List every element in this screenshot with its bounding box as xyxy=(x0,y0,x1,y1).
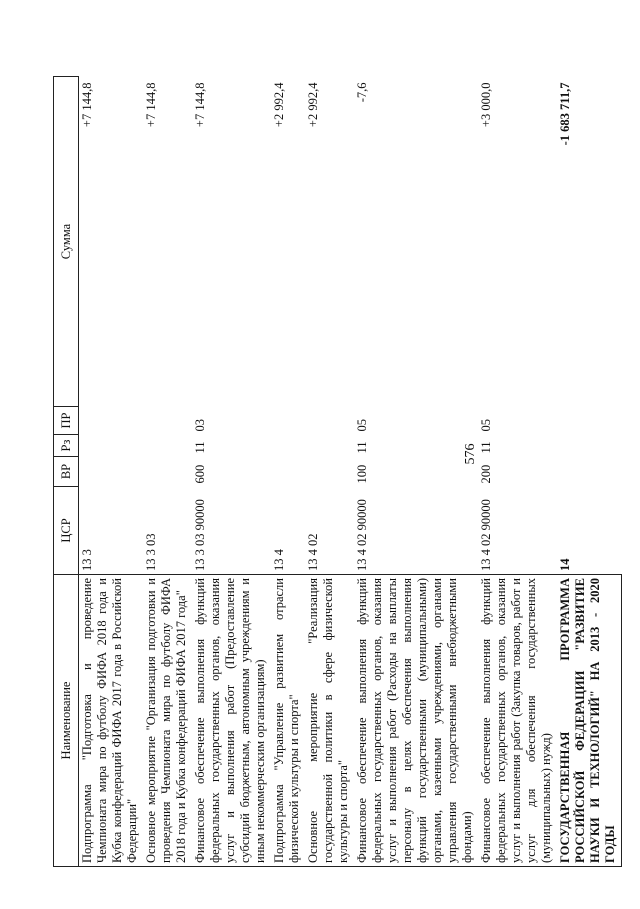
row-pr xyxy=(143,407,192,435)
table-header-row xyxy=(54,77,79,867)
row-sum: -7,6 xyxy=(355,82,369,103)
row-name: Основное мероприятие "Организация подготовки и проведения Чемпионата мира по футболу ФИФА 2018 года и Кубка конфедераций ФИФА 2017 года" xyxy=(143,575,192,867)
row-vr xyxy=(271,457,305,487)
row-rz xyxy=(143,435,192,457)
header-name: Наименование xyxy=(54,575,79,867)
row-csr: 13 3 03 90000 xyxy=(193,499,207,571)
header-rz: Рз xyxy=(54,435,79,457)
row-name: Подпрограмма "Подготовка и проведение Чемпионата мира по футболу ФИФА 2018 года и Кубка конфедераций ФИФА 2017 года в Российской Федерации" xyxy=(79,575,144,867)
row-csr: 13 4 xyxy=(272,549,286,571)
row-pr xyxy=(557,407,622,435)
row-csr: 13 4 02 xyxy=(306,533,320,571)
table-row xyxy=(305,77,354,867)
row-vr xyxy=(557,457,622,487)
row-vr xyxy=(143,457,192,487)
rotated-budget-table xyxy=(53,77,617,867)
table-row-total xyxy=(557,77,622,867)
row-rz xyxy=(557,435,622,457)
row-csr: 13 3 03 xyxy=(144,533,158,571)
row-pr: 03 xyxy=(193,419,207,432)
row-sum: +2 992,4 xyxy=(306,82,320,128)
row-pr: 05 xyxy=(479,419,493,432)
row-csr: 14 xyxy=(558,558,572,571)
row-name: ГОСУДАРСТВЕННАЯ ПРОГРАММА РОССИЙСКОЙ ФЕДЕРАЦИИ "РАЗВИТИЕ НАУКИ И ТЕХНОЛОГИЙ" НА 2013 - 2020 ГОДЫ xyxy=(557,575,622,867)
row-csr: 13 4 02 90000 xyxy=(479,499,493,571)
table-row xyxy=(79,77,144,867)
table-row xyxy=(143,77,192,867)
row-sum: +7 144,8 xyxy=(144,82,158,128)
row-vr: 600 xyxy=(193,464,207,484)
row-sum: +2 992,4 xyxy=(272,82,286,128)
row-rz: 11 xyxy=(355,441,369,454)
row-rz: 11 xyxy=(193,441,207,454)
row-name: Финансовое обеспечение выполнения функций федеральных государственных органов, оказания услуг и выполнения работ (Предоставление субсидий бюджетным, автономным учреждениям и иным некоммерческим организациям) xyxy=(192,575,271,867)
page-number: 576 xyxy=(463,443,478,465)
row-vr xyxy=(79,457,144,487)
table-row xyxy=(478,77,557,867)
table-row xyxy=(192,77,271,867)
row-rz: 11 xyxy=(479,441,493,454)
row-rz xyxy=(79,435,144,457)
row-sum: +3 000,0 xyxy=(479,82,493,128)
row-name: Финансовое обеспечение выполнения функций федеральных государственных органов, оказания услуг и выполнения работ (Закупка товаров, работ и услуг для обеспечения государственных (муниципальных) нужд) xyxy=(478,575,557,867)
header-pr: ПР xyxy=(54,407,79,435)
row-vr: 200 xyxy=(479,464,493,484)
row-sum: +7 144,8 xyxy=(80,82,94,128)
row-pr: 05 xyxy=(355,419,369,432)
row-name: Финансовое обеспечение выполнения функций федеральных государственных органов, оказания услуг и выполнения работ (Расходы на выплаты персоналу в целях обеспечения выполнения функций государственными (муниципальными) органами, казенными учреждениями, органами управления государственными внебюджетными фондами) xyxy=(354,575,478,867)
row-name: Подпрограмма "Управление развитием отрасли физической культуры и спорта" xyxy=(271,575,305,867)
row-pr xyxy=(79,407,144,435)
table-row xyxy=(271,77,305,867)
row-csr: 13 4 02 90000 xyxy=(355,499,369,571)
row-vr xyxy=(305,457,354,487)
row-vr: 100 xyxy=(355,464,369,484)
budget-table xyxy=(53,76,622,867)
row-name: Основное мероприятие "Реализация государственной политики в сфере физической культуры и спорта" xyxy=(305,575,354,867)
row-pr xyxy=(271,407,305,435)
table-row xyxy=(354,77,478,867)
row-csr: 13 3 xyxy=(80,549,94,571)
row-sum: +7 144,8 xyxy=(193,82,207,128)
header-vr: ВР xyxy=(54,457,79,487)
row-pr xyxy=(305,407,354,435)
row-rz xyxy=(305,435,354,457)
header-csr: ЦСР xyxy=(54,487,79,575)
row-sum: -1 683 711,7 xyxy=(558,82,572,146)
header-sum: Сумма xyxy=(54,77,79,407)
row-rz xyxy=(271,435,305,457)
